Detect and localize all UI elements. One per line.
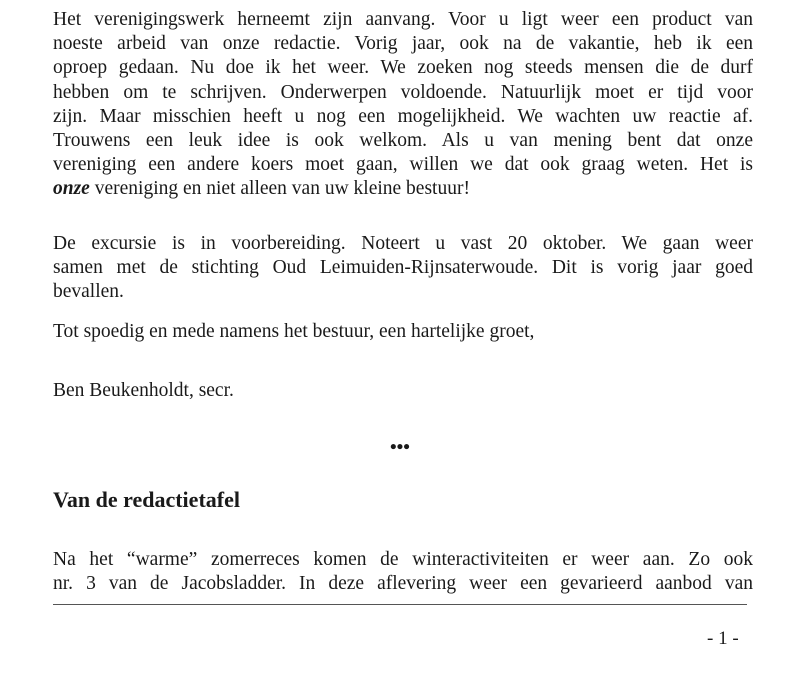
text-line: vereniging een andere koers moet gaan, willen we dat ook graag weten. Het is — [53, 154, 753, 176]
text-line — [53, 177, 753, 201]
text-line: De excursie is in voorbereiding. Noteert u vast 20 oktober. We gaan weer — [53, 233, 753, 254]
text-line: Ben Beukenholdt, secr. — [53, 380, 234, 401]
text-line: Na het “warme” zomerreces komen de winteractiviteiten er weer aan. Zo ook — [53, 549, 753, 570]
signature — [53, 379, 753, 403]
text-line: zijn. Maar misschien heeft u nog een mogelijkheid. We wachten uw reactie af. — [53, 105, 753, 127]
text-fragment: vereniging en niet alleen van uw kleine bestuur! — [89, 178, 470, 200]
text-line: noeste arbeid van onze redactie. Vorig jaar, ook na de vakantie, heb ik een — [53, 33, 753, 55]
greeting-paragraph — [53, 320, 753, 344]
section-separator: ••• — [390, 437, 410, 458]
section-paragraph — [53, 548, 753, 596]
text-line: bevallen. — [53, 281, 124, 303]
text-line: samen met de stichting Oud Leimuiden-Rijnsaterwoude. Dit is vorig jaar goed — [53, 257, 753, 279]
emphasized-word: onze — [53, 178, 90, 200]
text-line: Het verenigingswerk herneemt zijn aanvang. Voor u ligt weer een product van — [53, 9, 753, 30]
page-number: - 1 - — [707, 628, 739, 649]
text-line: Trouwens een leuk idee is ook welkom. Als u van mening bent dat onze — [53, 130, 753, 152]
text-line: nr. 3 van de Jacobsladder. In deze aflevering weer een gevarieerd aanbod van — [53, 573, 753, 595]
footer-rule — [53, 604, 747, 605]
excursion-paragraph — [53, 232, 753, 305]
intro-paragraph — [53, 8, 753, 202]
text-line: oproep gedaan. Nu doe ik het weer. We zoeken nog steeds mensen die de durf — [53, 57, 753, 79]
text-line: Tot spoedig en mede namens het bestuur, een hartelijke groet, — [53, 321, 535, 342]
text-line: hebben om te schrijven. Onderwerpen voldoende. Natuurlijk moet er tijd voor — [53, 81, 753, 103]
section-heading: Van de redactietafel — [53, 487, 240, 512]
